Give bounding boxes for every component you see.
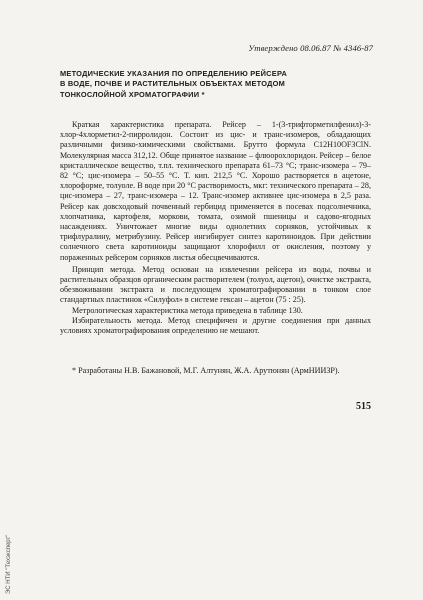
paragraph-principle: Принцип метода. Метод основан на извлечении рейсера из воды, почвы и растительных образцов органическим растворителем (толуол, ацетон), очистке экстракта, обезвоживании экстракта и последующем хроматографировании в тонком слое стандартных пластинок «Силуфол» в системе гексан – ацетон (75 : 25).: [60, 264, 371, 305]
paragraph-characteristics: Краткая характеристика препарата. Рейсер – 1-(3-трифторметилфенил)-3-хлор-4хлорметил-2-пирролидон. Состоит из цис- и транс-изомеров, обладающих различными физико-химическими свойствами. Брутто формула C12H10OF3ClN. Молекулярная масса 312,12. Обще принятое название – флюорохлоридон. Рейсер – белое кристаллическое вещество, т.пл. технического препарата 61–73 °C; транс-изомера – 79–82 °C; цис-изомера – 50–55 °C. Т. кип. 212,5 °C. Хорошо растворяется в ацетоне, хлороформе, толуоле. В воде при 20 °C растворимость, мкг: технического препарата – 28, цис-изомера – 27, транс-изомера – 12. Транс-изомер активнее цис-изомера в 2,5 раза. Рейсер как довсходовый почвенный гербицид применяется в посевах подсолнечника, хлопчатника, картофеля, моркови, томата, озимой пшеницы и садово-ягодных насаждениях. Уничтожает многие виды однолетних сорняков, устойчивых к трифлуралину, метрибузину. Рейсер ингибирует синтез каротиноидов. При действии солнечного света каротиноиды защищают хлорофилл от окисления, поэтому у пораженных рейсером сорняков листья обесцвечиваются.: [60, 120, 371, 262]
title-line: МЕТОДИЧЕСКИЕ УКАЗАНИЯ ПО ОПРЕДЕЛЕНИЮ РЕЙСЕРА: [60, 69, 288, 78]
document-body: [60, 120, 371, 336]
approval-note: Утверждено 08.06.87 № 4346-87: [248, 43, 373, 53]
paragraph-metrology: Метрологическая характеристика метода приведена в таблице 130.: [72, 305, 303, 315]
document-title: [60, 69, 380, 100]
side-stamp: ЭС НТИ "Техэксперт": [6, 534, 12, 594]
footnote: [60, 366, 371, 376]
title-line: В ВОДЕ, ПОЧВЕ И РАСТИТЕЛЬНЫХ ОБЪЕКТАХ МЕТОДОМ: [60, 79, 286, 89]
paragraph-selectivity: Избирательность метода. Метод специфичен и другие соединения при данных условиях хроматографирования определению не мешают.: [60, 315, 371, 336]
title-line: ТОНКОСЛОЙНОЙ ХРОМАТОГРАФИИ *: [60, 89, 205, 99]
page-number: 515: [356, 401, 371, 412]
footnote-text: * Разработаны Н.В. Бажановой, М.Г. Алтунян, Ж.А. Арутюнян (АрмНИИЗР).: [72, 366, 340, 375]
